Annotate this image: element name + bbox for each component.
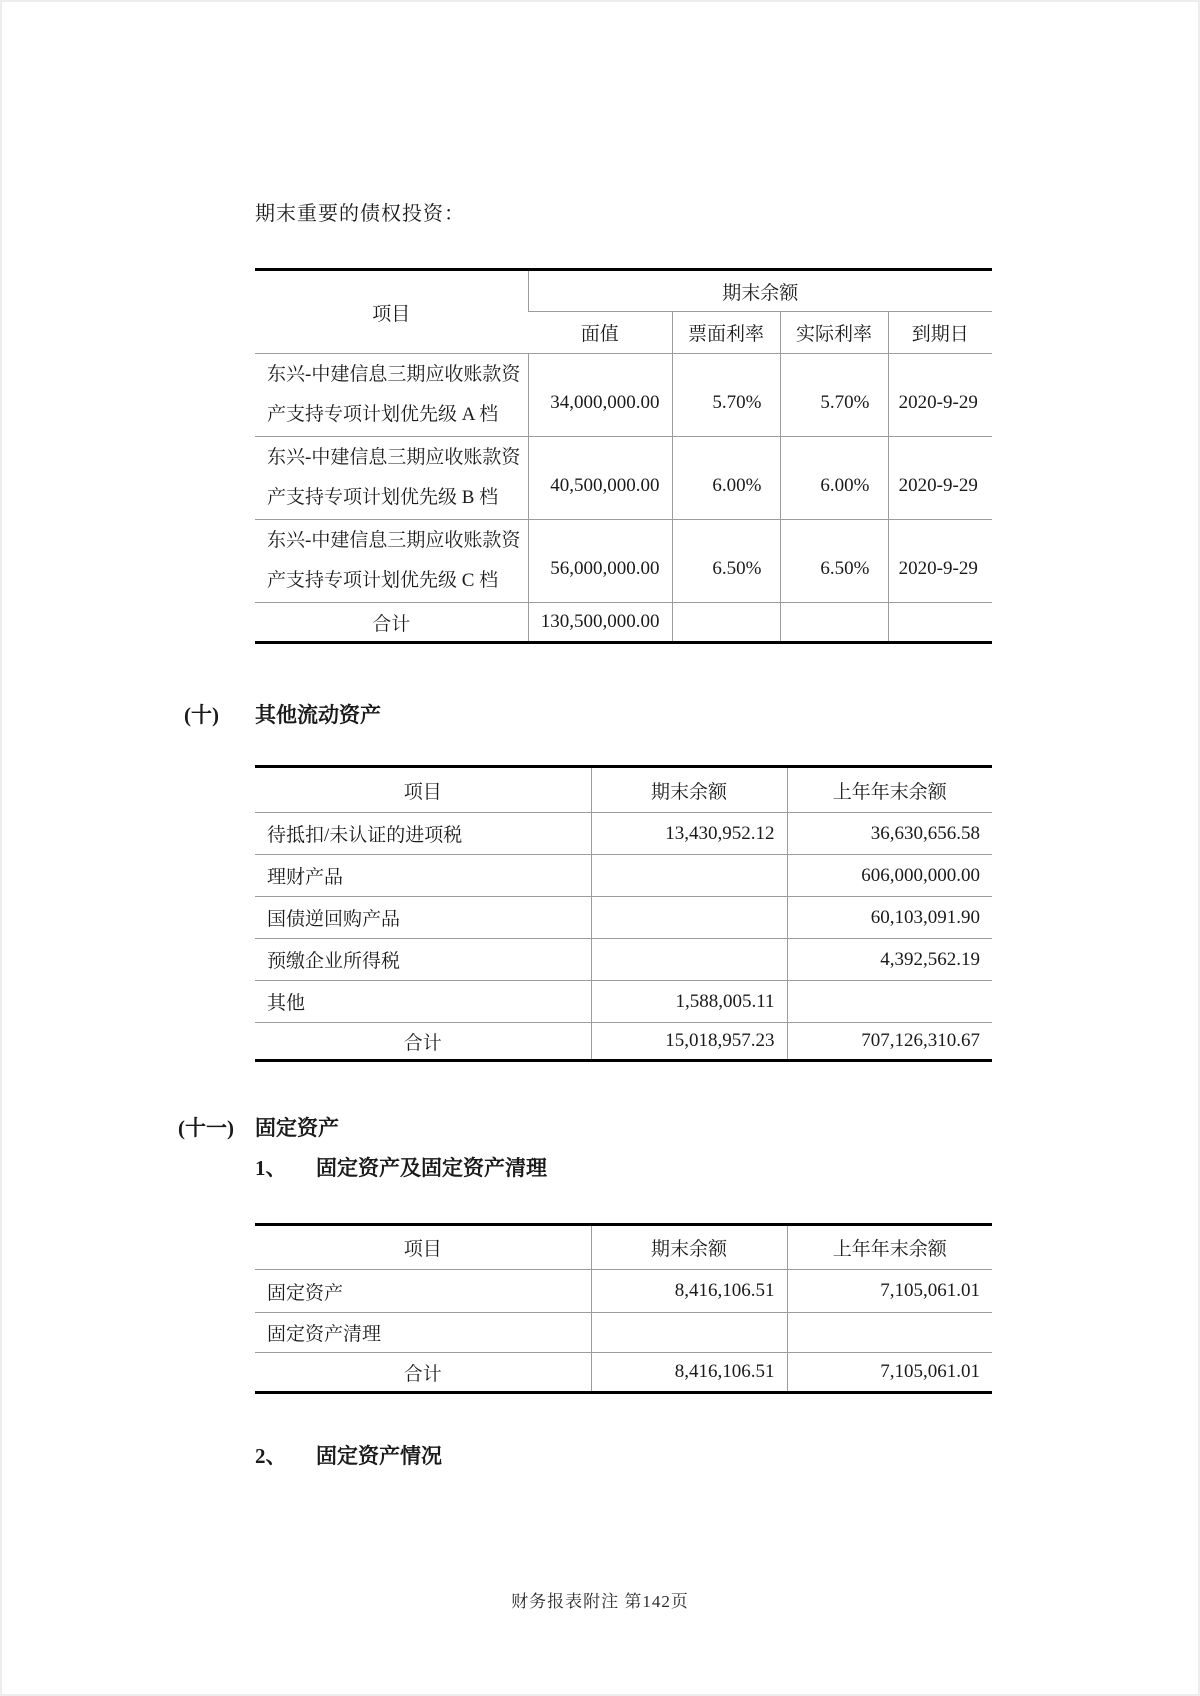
table-header-row (255, 767, 992, 813)
col-header-ending-balance-group: 期末余额 (528, 270, 992, 312)
item-line2: 产支持专项计划优先级 C 档 (267, 570, 499, 591)
prior-balance-cell: 4,392,562.19 (787, 939, 992, 981)
effective-rate-cell: 5.70% (780, 354, 888, 437)
total-label: 合计 (403, 1363, 442, 1385)
prior-balance-cell: 606,000,000.00 (787, 855, 992, 897)
prior-balance-cell (787, 981, 992, 1023)
item-line2: 产支持专项计划优先级 B 档 (267, 487, 499, 508)
item-cell: 待抵扣/未认证的进项税 (255, 813, 591, 855)
item-cell: 预缴企业所得税 (255, 939, 591, 981)
table-row (255, 939, 992, 981)
col-header-prior: 上年年末余额 (787, 767, 992, 813)
subsection-number: 1、 (255, 1156, 287, 1180)
ending-balance-cell (591, 939, 787, 981)
coupon-rate-cell: 6.00% (672, 437, 780, 520)
face-value-cell: 34,000,000.00 (528, 354, 672, 437)
fixed-assets-table (255, 1223, 992, 1394)
total-ending-balance: 8,416,106.51 (591, 1353, 787, 1393)
debt-investments-table (255, 268, 992, 644)
col-header-maturity: 到期日 (888, 312, 992, 354)
section-number: (十一) (178, 1116, 234, 1140)
col-header-effective-rate: 实际利率 (780, 312, 888, 354)
table-row (255, 520, 992, 603)
ending-balance-cell: 13,430,952.12 (591, 813, 787, 855)
ending-balance-cell (591, 897, 787, 939)
table-row (255, 437, 992, 520)
effective-rate-cell: 6.50% (780, 520, 888, 603)
table-row (255, 1270, 992, 1313)
col-header-ending: 期末余额 (591, 1225, 787, 1270)
item-cell (255, 437, 528, 520)
table-row (255, 981, 992, 1023)
col-header-face-value: 面值 (528, 312, 672, 354)
total-label: 合计 (372, 613, 411, 635)
item-line1: 东兴-中建信息三期应收账款资 (267, 364, 521, 385)
table-total-row (255, 603, 992, 643)
intro-label: 期末重要的债权投资： (255, 203, 465, 225)
table-header-row (255, 1225, 992, 1270)
prior-balance-cell: 36,630,656.58 (787, 813, 992, 855)
prior-balance-cell (787, 1313, 992, 1353)
empty-cell (672, 603, 780, 643)
maturity-cell: 2020-9-29 (888, 437, 992, 520)
ending-balance-cell: 1,588,005.11 (591, 981, 787, 1023)
col-header-ending: 期末余额 (591, 767, 787, 813)
table-row (255, 855, 992, 897)
table-row (255, 813, 992, 855)
item-cell: 固定资产清理 (255, 1313, 591, 1353)
face-value-cell: 56,000,000.00 (528, 520, 672, 603)
subsection-title: 固定资产情况 (316, 1444, 442, 1468)
table-total-row (255, 1353, 992, 1393)
ending-balance-cell (591, 1313, 787, 1353)
col-header-coupon-rate: 票面利率 (672, 312, 780, 354)
item-line1: 东兴-中建信息三期应收账款资 (267, 530, 521, 551)
item-cell (255, 520, 528, 603)
item-cell: 理财产品 (255, 855, 591, 897)
item-cell: 国债逆回购产品 (255, 897, 591, 939)
ending-balance-cell: 8,416,106.51 (591, 1270, 787, 1313)
maturity-cell: 2020-9-29 (888, 520, 992, 603)
item-cell (255, 354, 528, 437)
col-header-item: 项目 (255, 270, 528, 354)
other-current-assets-table (255, 765, 992, 1062)
total-label: 合计 (403, 1032, 442, 1054)
item-line2: 产支持专项计划优先级 A 档 (267, 404, 499, 425)
col-header-prior: 上年年末余额 (787, 1225, 992, 1270)
table-row (255, 1313, 992, 1353)
table-row (255, 897, 992, 939)
total-prior-balance: 7,105,061.01 (787, 1353, 992, 1393)
section-title: 固定资产 (255, 1116, 339, 1140)
face-value-cell: 40,500,000.00 (528, 437, 672, 520)
empty-cell (780, 603, 888, 643)
item-cell: 固定资产 (255, 1270, 591, 1313)
ending-balance-cell (591, 855, 787, 897)
total-face-value: 130,500,000.00 (528, 603, 672, 643)
section-number: (十) (184, 703, 219, 727)
col-header-item: 项目 (255, 767, 591, 813)
subsection-number: 2、 (255, 1444, 287, 1468)
table-header-row (255, 270, 992, 312)
subsection-title: 固定资产及固定资产清理 (316, 1156, 547, 1180)
total-prior-balance: 707,126,310.67 (787, 1023, 992, 1061)
page-footer: 财务报表附注 第142页 (511, 1592, 689, 1611)
prior-balance-cell: 7,105,061.01 (787, 1270, 992, 1313)
col-header-item: 项目 (255, 1225, 591, 1270)
prior-balance-cell: 60,103,091.90 (787, 897, 992, 939)
item-line1: 东兴-中建信息三期应收账款资 (267, 447, 521, 468)
total-ending-balance: 15,018,957.23 (591, 1023, 787, 1061)
coupon-rate-cell: 6.50% (672, 520, 780, 603)
effective-rate-cell: 6.00% (780, 437, 888, 520)
coupon-rate-cell: 5.70% (672, 354, 780, 437)
maturity-cell: 2020-9-29 (888, 354, 992, 437)
section-title: 其他流动资产 (255, 703, 381, 727)
table-total-row (255, 1023, 992, 1061)
empty-cell (888, 603, 992, 643)
item-cell: 其他 (255, 981, 591, 1023)
table-row (255, 354, 992, 437)
